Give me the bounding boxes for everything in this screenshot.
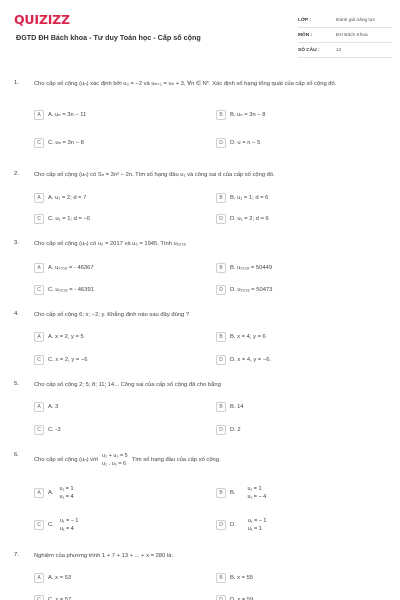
option-d[interactable] bbox=[216, 284, 272, 295]
option-text: B. u₂₀₁₈ = 50449 bbox=[230, 264, 273, 271]
option-text: C. uₙ = 3n − 8 bbox=[48, 139, 84, 146]
worksheet-meta bbox=[298, 13, 392, 58]
question-number: 1. bbox=[14, 80, 19, 86]
option-letter: C bbox=[34, 285, 44, 295]
worksheet-header bbox=[0, 0, 400, 66]
equation-line: u₁ = 1 bbox=[247, 526, 262, 532]
option-system bbox=[248, 517, 267, 533]
option-letter: D bbox=[216, 425, 226, 435]
option-text: B. x = 4, y = 6 bbox=[230, 333, 266, 340]
option-system bbox=[59, 485, 73, 501]
option-text: A. x = 53 bbox=[48, 574, 72, 581]
option-letter: C bbox=[34, 355, 44, 365]
option-letter: C bbox=[34, 595, 44, 600]
option-system bbox=[60, 517, 79, 533]
option-d[interactable] bbox=[216, 213, 269, 224]
equation-system bbox=[102, 452, 128, 468]
option-a[interactable] bbox=[34, 192, 86, 203]
question-text: Cho cấp số cộng 2; 5; 8; 11; 14... Công sai của cấp số cộng đã cho bằng bbox=[34, 382, 221, 388]
question-text: Nghiệm của phương trình 1 + 7 + 13 + ... + x = 280 là: bbox=[34, 553, 174, 559]
option-text: A. u₁ = 2; d = 7 bbox=[48, 194, 87, 201]
option-d[interactable] bbox=[216, 514, 266, 536]
option-letter: A bbox=[34, 193, 44, 203]
option-a[interactable] bbox=[34, 401, 58, 412]
option-c[interactable] bbox=[34, 424, 61, 435]
option-text: D. x = 59 bbox=[230, 596, 254, 600]
option-text: B. uₙ = 3n − 8 bbox=[230, 111, 266, 118]
meta-label: MÔN : bbox=[298, 32, 313, 38]
option-a[interactable] bbox=[34, 572, 71, 583]
meta-row-class bbox=[298, 13, 392, 28]
option-d[interactable] bbox=[216, 424, 241, 435]
option-b[interactable] bbox=[216, 109, 266, 120]
meta-label: SỐ CÂU : bbox=[298, 47, 320, 53]
meta-value: ĐH Bách Khoa bbox=[336, 32, 368, 38]
meta-value: Đánh giá năng lực bbox=[336, 17, 376, 23]
option-letter: A bbox=[34, 488, 44, 498]
option-d[interactable] bbox=[216, 137, 260, 148]
meta-row-subject bbox=[298, 28, 392, 43]
option-letter: B bbox=[216, 110, 226, 120]
question-text bbox=[34, 452, 386, 468]
option-letter: B bbox=[216, 263, 226, 273]
option-text: C. u₁ = 1; d = −6 bbox=[48, 215, 91, 222]
option-c[interactable] bbox=[34, 137, 84, 148]
option-prefix: A. bbox=[48, 490, 54, 496]
quizizz-logo: QUIZIZZ bbox=[14, 12, 70, 27]
option-letter: A bbox=[34, 402, 44, 412]
option-c[interactable] bbox=[34, 594, 71, 600]
question-number: 5. bbox=[14, 381, 19, 387]
option-prefix: C. bbox=[48, 522, 54, 528]
question-number: 6. bbox=[14, 452, 19, 458]
option-text: A. 3 bbox=[48, 403, 59, 410]
option-text: A. x = 2, y = 5 bbox=[48, 333, 84, 340]
equation-line: u₁ = 1 bbox=[59, 486, 74, 492]
option-c[interactable] bbox=[34, 213, 90, 224]
option-text: C. x = 2, y = −6 bbox=[48, 356, 88, 363]
option-b[interactable] bbox=[216, 572, 253, 583]
question-number: 2. bbox=[14, 171, 19, 177]
option-letter: B bbox=[216, 488, 226, 498]
option-letter: D bbox=[216, 214, 226, 224]
option-text: A. u₂₀₁₈ = - 46367 bbox=[48, 264, 94, 271]
option-a[interactable] bbox=[34, 482, 73, 504]
option-a[interactable] bbox=[34, 109, 86, 120]
question-text-before: Cho cấp số cộng (uₙ) với bbox=[34, 456, 99, 463]
option-letter: C bbox=[34, 138, 44, 148]
option-letter: D bbox=[216, 355, 226, 365]
question-number: 3. bbox=[14, 240, 19, 246]
option-c[interactable] bbox=[34, 514, 78, 536]
option-text: D. u = n − 5 bbox=[230, 139, 261, 146]
option-system bbox=[247, 485, 266, 501]
option-b[interactable] bbox=[216, 192, 268, 203]
option-text: A. uₙ = 3n − 11 bbox=[48, 111, 87, 118]
option-letter: A bbox=[34, 573, 44, 583]
option-letter: C bbox=[34, 214, 44, 224]
equation-line: u₁ = 1 bbox=[247, 486, 262, 492]
question-number: 7. bbox=[14, 552, 19, 558]
meta-row-count bbox=[298, 43, 392, 58]
option-b[interactable] bbox=[216, 262, 272, 273]
option-c[interactable] bbox=[34, 354, 87, 365]
option-text: D. u₂₀₁₈ = 50473 bbox=[230, 286, 273, 293]
option-letter: B bbox=[216, 402, 226, 412]
equation-line: u₁ = 4 bbox=[59, 494, 74, 500]
question-text: Cho cấp số cộng (uₙ) có Sₙ = 3n² − 2n. Tìm số hạng đầu u₁ và công sai d của cấp số cộng đó. bbox=[34, 172, 275, 178]
option-text: B. 14 bbox=[230, 403, 244, 410]
option-d[interactable] bbox=[216, 594, 253, 600]
equation-line: u₁ = − 1 bbox=[247, 518, 267, 524]
option-prefix: B. bbox=[230, 490, 236, 496]
option-a[interactable] bbox=[34, 262, 94, 273]
option-letter: A bbox=[34, 263, 44, 273]
question-text: Cho cấp số cộng (uₙ) xác định bởi u₃ = −2 và uₙ₊₁ = uₙ + 3, ∀n ∈ N*. Xác định số hạng tổng quát của cấp số cộng đó. bbox=[34, 81, 337, 87]
option-text: D. u₁ = 2; d = 6 bbox=[230, 215, 269, 222]
option-letter: D bbox=[216, 595, 226, 600]
equation-line: u₁ = − 1 bbox=[59, 518, 79, 524]
option-b[interactable] bbox=[216, 401, 244, 412]
option-letter: D bbox=[216, 285, 226, 295]
option-prefix: D. bbox=[230, 522, 236, 528]
equation-line: u₁ = − 4 bbox=[247, 494, 267, 500]
option-text: C. x = 57 bbox=[48, 596, 72, 600]
option-letter: D bbox=[216, 520, 226, 530]
option-text: B. u₁ = 1; d = 6 bbox=[230, 194, 269, 201]
option-text: C. u₂₀₁₈ = - 46391 bbox=[48, 286, 94, 293]
option-b[interactable] bbox=[216, 331, 266, 342]
option-letter: B bbox=[216, 332, 226, 342]
option-b[interactable] bbox=[216, 482, 266, 504]
option-letter: C bbox=[34, 425, 44, 435]
meta-label: LỚP : bbox=[298, 17, 312, 23]
option-letter: D bbox=[216, 138, 226, 148]
option-a[interactable] bbox=[34, 331, 84, 342]
question-text: Cho cấp số cộng (uₙ) có u₂ = 2017 và u₅ = 1945. Tính u₂₀₁₈ bbox=[34, 241, 186, 247]
equation-line: u₂ + u₅ = 5 bbox=[102, 453, 128, 459]
option-text: C. -3 bbox=[48, 426, 61, 433]
option-letter: C bbox=[34, 520, 44, 530]
equation-line: u₂ . u₅ = 6 bbox=[102, 461, 127, 467]
question-number: 4. bbox=[14, 311, 19, 317]
option-text: D. x = 4, y = −6. bbox=[230, 356, 272, 363]
question-text-after: Tìm số hạng đầu của cấp số cộng. bbox=[131, 456, 221, 463]
option-text: D. 2 bbox=[230, 426, 241, 433]
meta-value: 12 bbox=[336, 47, 342, 53]
equation-line: u₁ = 4 bbox=[59, 526, 74, 532]
option-letter: B bbox=[216, 573, 226, 583]
option-text: B. x = 55 bbox=[230, 574, 254, 581]
option-letter: A bbox=[34, 332, 44, 342]
option-letter: B bbox=[216, 193, 226, 203]
worksheet-title: ĐGTD ĐH Bách khoa - Tư duy Toán học - Cấp số cộng bbox=[16, 33, 201, 42]
option-c[interactable] bbox=[34, 284, 94, 295]
question-text: Cho cấp số cộng 6; x; −2; y. Khẳng định nào sau đây đúng ? bbox=[34, 312, 190, 318]
option-letter: A bbox=[34, 110, 44, 120]
option-d[interactable] bbox=[216, 354, 271, 365]
